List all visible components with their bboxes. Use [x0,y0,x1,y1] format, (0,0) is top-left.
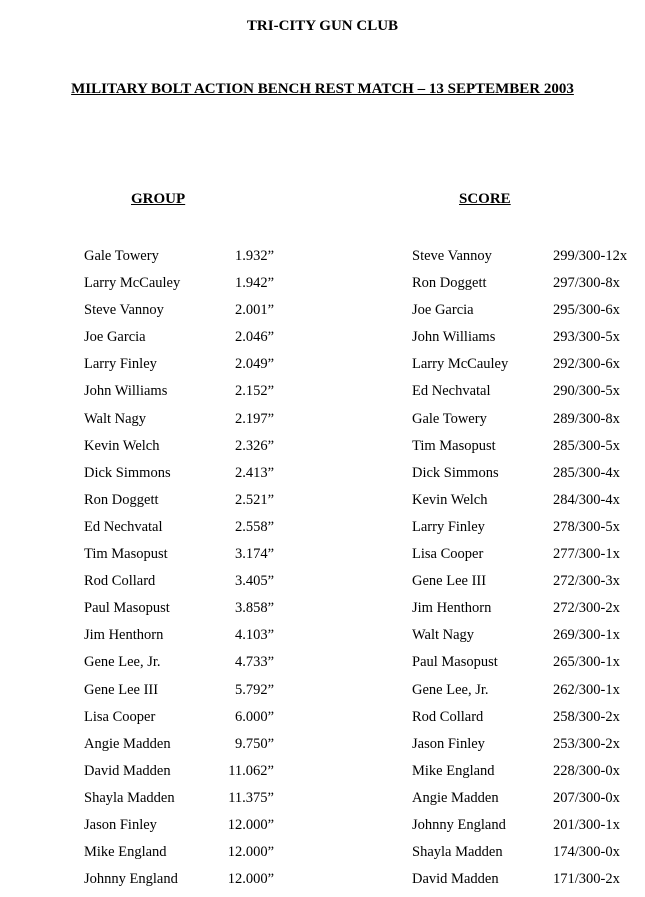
group-result-value: 5.792” [234,681,274,698]
group-shooter-name: Rod Collard [84,573,156,590]
group-column-header: GROUP [131,191,186,207]
group-shooter-name: Walt Nagy [84,410,147,427]
group-result-value: 3.174” [234,546,274,563]
score-result-value: 171/300-2x [553,871,620,888]
score-result-value: 299/300-12x [553,248,628,264]
group-row [84,297,274,324]
score-row [412,677,637,704]
score-result-value: 174/300-0x [553,844,620,861]
score-shooter-name: Ed Nechvatal [412,383,491,400]
group-row [84,622,274,649]
score-row [412,866,637,893]
score-shooter-name: Angie Madden [412,789,499,806]
score-shooter-name: Larry McCauley [412,356,509,373]
group-shooter-name: Paul Masopust [84,600,170,617]
score-shooter-name: Mike England [412,762,495,779]
group-shooter-name: Tim Masopust [84,546,168,563]
group-result-value: 1.942” [234,275,274,292]
group-shooter-name: Johnny England [84,871,178,888]
group-row [84,839,274,866]
score-result-value: 295/300-6x [553,302,620,319]
group-shooter-name: Lisa Cooper [84,708,156,725]
score-result-value: 277/300-1x [553,546,620,563]
group-row [84,514,274,541]
score-shooter-name: Jim Henthorn [412,600,492,617]
score-row [412,514,637,541]
group-result-value: 2.049” [234,356,274,373]
score-row [412,270,637,297]
score-column-header: SCORE [459,191,511,207]
score-result-value: 272/300-3x [553,573,620,590]
score-shooter-name: Lisa Cooper [412,546,484,563]
score-shooter-name: John Williams [412,329,496,346]
group-result-value: 2.001” [234,302,274,319]
score-shooter-name: Kevin Welch [412,491,488,508]
score-shooter-name: David Madden [412,871,499,888]
score-row [412,541,637,568]
group-result-value: 2.197” [234,410,274,427]
group-shooter-name: Gene Lee III [84,681,159,698]
score-result-value: 207/300-0x [553,789,620,806]
score-shooter-name: Joe Garcia [412,302,474,319]
score-result-value: 284/300-4x [553,491,620,508]
group-result-value: 3.858” [234,600,274,617]
score-result-value: 292/300-6x [553,356,620,373]
score-shooter-name: Gale Towery [412,410,487,427]
score-row [412,595,637,622]
document-subtitle: MILITARY BOLT ACTION BENCH REST MATCH – 13 SEPTEMBER 2003 [71,81,574,97]
group-result-value: 2.413” [234,464,274,481]
score-row [412,839,637,866]
score-result-value: 253/300-2x [553,735,620,752]
group-row [84,324,274,351]
group-row [84,731,274,758]
group-shooter-name: Dick Simmons [84,464,171,481]
score-result-value: 285/300-4x [553,464,620,481]
score-result-value: 228/300-0x [553,762,620,779]
group-result-value: 12.000” [227,844,274,861]
score-row [412,785,637,812]
group-row [84,595,274,622]
group-result-value: 3.405” [234,573,274,590]
score-row [412,812,637,839]
group-results-list [84,243,274,893]
group-shooter-name: Gale Towery [84,248,159,264]
score-result-value: 258/300-2x [553,708,620,725]
score-row [412,649,637,676]
group-result-value: 11.062” [228,762,274,779]
score-result-value: 290/300-5x [553,383,620,400]
group-result-value: 12.000” [227,871,274,888]
group-row [84,785,274,812]
score-result-value: 262/300-1x [553,681,620,698]
group-result-value: 11.375” [228,789,274,806]
group-shooter-name: Ed Nechvatal [84,518,163,535]
score-result-value: 201/300-1x [553,816,620,833]
score-shooter-name: Rod Collard [412,708,484,725]
score-row [412,297,637,324]
group-result-value: 4.103” [234,627,274,644]
score-row [412,243,637,270]
score-shooter-name: Paul Masopust [412,654,498,671]
score-shooter-name: Tim Masopust [412,437,496,454]
group-result-value: 12.000” [227,816,274,833]
group-row [84,351,274,378]
score-shooter-name: Shayla Madden [412,844,503,861]
score-results-list [412,243,637,893]
score-row [412,568,637,595]
score-shooter-name: Walt Nagy [412,627,475,644]
group-shooter-name: Steve Vannoy [84,302,164,319]
group-shooter-name: Larry Finley [84,356,157,373]
score-row [412,406,637,433]
group-result-value: 2.326” [234,437,274,454]
group-shooter-name: David Madden [84,762,171,779]
group-row [84,270,274,297]
group-row [84,378,274,405]
group-row [84,460,274,487]
group-shooter-name: Ron Doggett [84,491,159,508]
group-shooter-name: Angie Madden [84,735,171,752]
score-result-value: 297/300-8x [553,275,620,292]
group-row [84,406,274,433]
group-row [84,433,274,460]
score-row [412,351,637,378]
document-title: TRI-CITY GUN CLUB [246,18,399,34]
group-result-value: 2.558” [234,518,274,535]
score-row [412,460,637,487]
group-shooter-name: Shayla Madden [84,789,175,806]
score-result-value: 272/300-2x [553,600,620,617]
group-row [84,758,274,785]
score-shooter-name: Larry Finley [412,518,485,535]
score-shooter-name: Johnny England [412,816,506,833]
score-row [412,378,637,405]
group-row [84,243,274,270]
score-shooter-name: Dick Simmons [412,464,499,481]
group-shooter-name: Larry McCauley [84,275,181,292]
group-result-value: 9.750” [234,735,274,752]
score-row [412,731,637,758]
score-shooter-name: Steve Vannoy [412,248,492,264]
group-result-value: 2.046” [234,329,274,346]
group-row [84,649,274,676]
group-row [84,541,274,568]
group-row [84,568,274,595]
group-result-value: 4.733” [234,654,274,671]
score-row [412,622,637,649]
group-result-value: 6.000” [234,708,274,725]
score-shooter-name: Gene Lee, Jr. [412,681,489,698]
group-row [84,866,274,893]
score-result-value: 278/300-5x [553,518,620,535]
score-shooter-name: Gene Lee III [412,573,487,590]
group-row [84,704,274,731]
group-shooter-name: Gene Lee, Jr. [84,654,161,671]
score-result-value: 269/300-1x [553,627,620,644]
score-row [412,324,637,351]
group-shooter-name: Mike England [84,844,167,861]
score-row [412,433,637,460]
score-row [412,758,637,785]
score-result-value: 265/300-1x [553,654,620,671]
group-shooter-name: Kevin Welch [84,437,160,454]
group-row [84,812,274,839]
group-result-value: 1.932” [234,248,274,264]
score-result-value: 293/300-5x [553,329,620,346]
group-result-value: 2.521” [234,491,274,508]
group-row [84,487,274,514]
score-shooter-name: Jason Finley [412,735,485,752]
group-row [84,677,274,704]
group-shooter-name: Jason Finley [84,816,157,833]
group-shooter-name: John Williams [84,383,168,400]
score-row [412,487,637,514]
group-shooter-name: Jim Henthorn [84,627,164,644]
score-result-value: 289/300-8x [553,410,620,427]
score-shooter-name: Ron Doggett [412,275,487,292]
score-result-value: 285/300-5x [553,437,620,454]
score-row [412,704,637,731]
group-shooter-name: Joe Garcia [84,329,146,346]
group-result-value: 2.152” [234,383,274,400]
